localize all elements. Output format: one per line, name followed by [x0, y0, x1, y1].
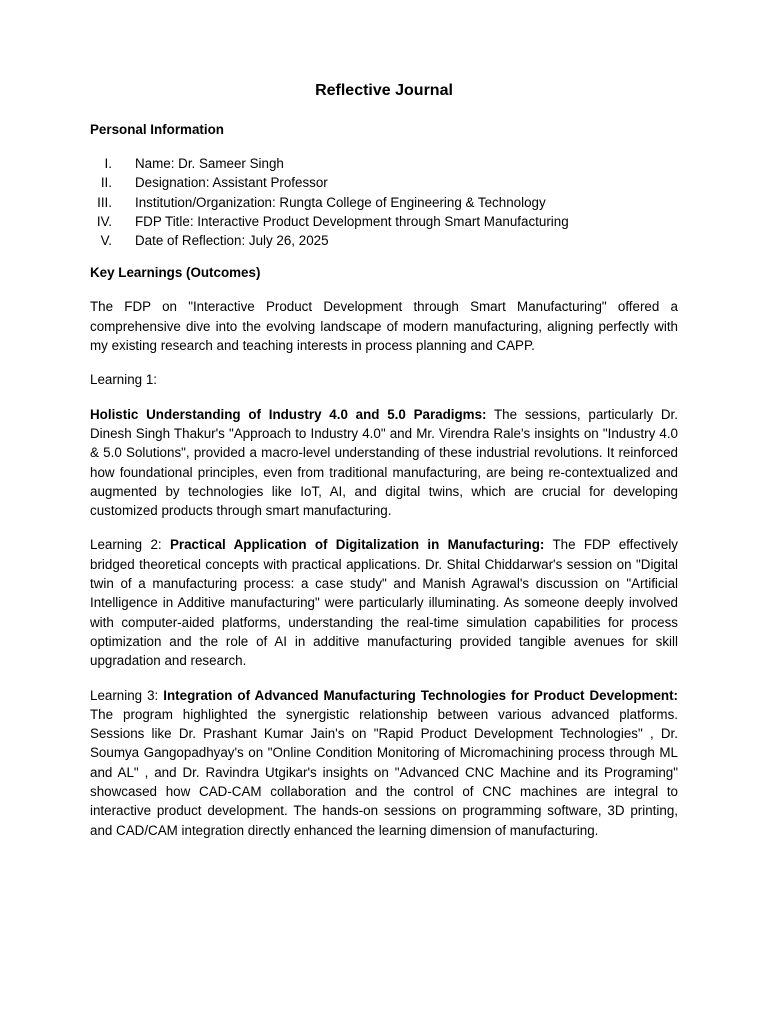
list-item: [90, 193, 678, 212]
date-text: Date of Reflection: July 26, 2025: [135, 233, 329, 249]
designation-text: Designation: Assistant Professor: [135, 175, 328, 191]
list-numeral: III.: [97, 194, 112, 210]
learning2-body: The FDP effectively bridged theoretical concepts with practical applications. Dr. Shital Chiddarwar's session on "Digital twin of a manufacturing process: a case study" and Manish Agrawal's discussion on "Artificial Intelligence in Additive manufacturing" were particularly illuminating. As someone deeply involved with computer-aided platforms, understanding the real-time simulation capabilities for process optimization and the role of AI in additive manufacturing provided tangible avenues for skill upgradation and research.: [90, 537, 678, 669]
learning3-title: Integration of Advanced Manufacturing Technologies for Product Development:: [163, 687, 679, 703]
list-numeral: I.: [104, 156, 112, 171]
list-item: [90, 231, 678, 250]
personal-info-heading: Personal Information: [90, 122, 224, 137]
list-numeral: V.: [100, 233, 112, 249]
learning2-title: Practical Application of Digitalization in Manufacturing:: [169, 537, 545, 553]
name-text: Name: Dr. Sameer Singh: [135, 156, 284, 171]
learning1-paragraph: [90, 405, 678, 521]
list-item: [90, 173, 678, 192]
list-numeral: IV.: [96, 213, 112, 229]
key-learnings-heading: Key Learnings (Outcomes): [90, 265, 261, 281]
learning1-body: The sessions, particularly Dr. Dinesh Singh Thakur's "Approach to Industry 4.0" and Mr. Virendra Rale's insights on "Industry 4.0 & 5.0 Solutions", provided a macro-level understanding of these industrial revolutions. It reinforced how foundational principles, even from traditional manufacturing, are being re-contextualized and augmented by technologies like IoT, AI, and digital twins, which are crucial for developing customized products through smart manufacturing.: [90, 406, 678, 519]
institution-text: Institution/Organization: Rungta College of Engineering & Technology: [135, 194, 546, 210]
learning1-label: Learning 1:: [90, 372, 158, 388]
learning1-title: Holistic Understanding of Industry 4.0 and 5.0 Paradigms:: [90, 406, 487, 422]
document-title: Reflective Journal: [315, 82, 453, 99]
personal-info-list: [90, 154, 678, 250]
learning2-label: Learning 2:: [90, 537, 170, 553]
document-page: [90, 80, 678, 855]
learning2-paragraph: [90, 535, 678, 670]
list-numeral: II.: [100, 175, 112, 191]
learning3-paragraph: [90, 686, 678, 840]
learning3-body: The program highlighted the synergistic relationship between various advanced platforms. Sessions like Dr. Prashant Kumar Jain's on "Rapid Product Development Technologies" , Dr. Soumya Gangopadhyay's on "Online Condition Monitoring of Micromachining process through ML and AL" , and Dr. Ravindra Utgikar's insights on "Advanced CNC Machine and its Programing" showcased how CAD-CAM collaboration and the control of CNC machines are integral to interactive product development. The hands-on sessions on programming software, 3D printing, and CAD/CAM integration directly enhanced the learning dimension of manufacturing.: [90, 706, 678, 838]
intro-paragraph: The FDP on "Interactive Product Development through Smart Manufacturing" offered a comprehensive dive into the evolving landscape of modern manufacturing, aligning perfectly with my existing research and teaching interests in process planning and CAPP.: [90, 299, 678, 354]
learning3-label: Learning 3:: [90, 687, 164, 703]
fdp-title-text: FDP Title: Interactive Product Development through Smart Manufacturing: [135, 213, 569, 229]
list-item: [90, 212, 678, 231]
list-item: [90, 154, 678, 173]
